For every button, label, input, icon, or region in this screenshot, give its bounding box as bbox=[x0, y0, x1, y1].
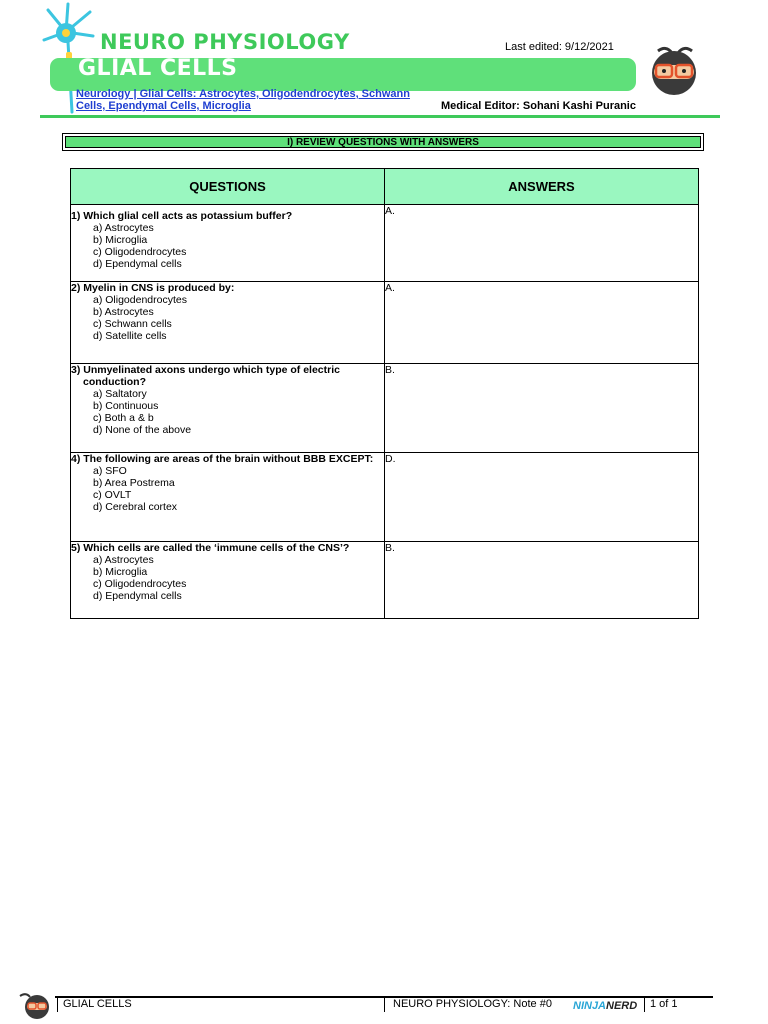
footer-separator bbox=[644, 998, 645, 1012]
option: a) Astrocytes bbox=[93, 554, 154, 566]
answer-cell: A. bbox=[385, 282, 699, 364]
subject-title: NEURO PHYSIOLOGY bbox=[100, 30, 350, 54]
table-row bbox=[71, 205, 699, 282]
footer-separator bbox=[384, 998, 385, 1012]
medical-editor: Medical Editor: Sohani Kashi Puranic bbox=[441, 100, 636, 112]
option: a) Astrocytes bbox=[93, 222, 154, 234]
topic-video-link[interactable]: Neurology | Glial Cells: Astrocytes, Oligodendrocytes, Schwann Cells, Ependymal Cells, Microglia bbox=[76, 88, 410, 112]
option: b) Continuous bbox=[93, 400, 159, 412]
page-number: 1 of 1 bbox=[650, 998, 678, 1010]
header-divider bbox=[40, 115, 720, 118]
table-row bbox=[71, 542, 699, 619]
question-text: 2) Myelin in CNS is produced by: bbox=[71, 282, 235, 294]
question-cell bbox=[71, 282, 385, 364]
option: d) Ependymal cells bbox=[93, 590, 182, 602]
option: b) Area Postrema bbox=[93, 477, 175, 489]
footer-separator bbox=[57, 998, 58, 1012]
answers-header: ANSWERS bbox=[385, 169, 699, 205]
section-header bbox=[62, 133, 704, 151]
question-cell bbox=[71, 364, 385, 453]
question-text: 3) Unmyelinated axons undergo which type of electric conduction? bbox=[71, 364, 340, 388]
ninja-footer-icon bbox=[16, 990, 54, 1020]
table-row bbox=[71, 282, 699, 364]
option: d) Cerebral cortex bbox=[93, 501, 178, 513]
section-title: I) REVIEW QUESTIONS WITH ANSWERS bbox=[65, 136, 701, 148]
option: a) Saltatory bbox=[93, 388, 147, 400]
page-title: GLIAL CELLS bbox=[78, 56, 238, 81]
option: c) Schwann cells bbox=[93, 318, 172, 330]
questions-header: QUESTIONS bbox=[71, 169, 385, 205]
option: c) Both a & b bbox=[93, 412, 154, 424]
answer-cell: B. bbox=[385, 542, 699, 619]
question-text: 5) Which cells are called the ‘immune cells of the CNS’? bbox=[71, 542, 350, 554]
option: b) Microglia bbox=[93, 566, 148, 578]
footer-note: NEURO PHYSIOLOGY: Note #0 bbox=[393, 998, 552, 1010]
table-row bbox=[71, 453, 699, 542]
option: d) Ependymal cells bbox=[93, 258, 182, 270]
ninja-mascot-icon bbox=[638, 41, 710, 97]
brand-part-b: NERD bbox=[606, 1000, 638, 1012]
brand-part-a: NINJA bbox=[573, 1000, 607, 1012]
last-edited: Last edited: 9/12/2021 bbox=[505, 41, 614, 53]
footer-title: GLIAL CELLS bbox=[63, 998, 132, 1010]
option: c) OVLT bbox=[93, 489, 132, 501]
question-text: 4) The following are areas of the brain without BBB EXCEPT: bbox=[71, 453, 374, 465]
title-banner bbox=[50, 58, 636, 91]
answer-cell: B. bbox=[385, 364, 699, 453]
table-row bbox=[71, 364, 699, 453]
option: b) Microglia bbox=[93, 234, 148, 246]
option: d) Satellite cells bbox=[93, 330, 167, 342]
answer-cell: A. bbox=[385, 205, 699, 282]
ninja-nerd-logo bbox=[573, 1000, 637, 1012]
option: c) Oligodendrocytes bbox=[93, 246, 187, 258]
option: d) None of the above bbox=[93, 424, 192, 436]
question-text: 1) Which glial cell acts as potassium buffer? bbox=[71, 210, 293, 222]
review-questions-table bbox=[70, 168, 699, 619]
question-cell bbox=[71, 205, 385, 282]
option: a) SFO bbox=[93, 465, 127, 477]
question-cell bbox=[71, 542, 385, 619]
question-cell bbox=[71, 453, 385, 542]
option: c) Oligodendrocytes bbox=[93, 578, 187, 590]
option: b) Astrocytes bbox=[93, 306, 154, 318]
option: a) Oligodendrocytes bbox=[93, 294, 187, 306]
answer-cell: D. bbox=[385, 453, 699, 542]
